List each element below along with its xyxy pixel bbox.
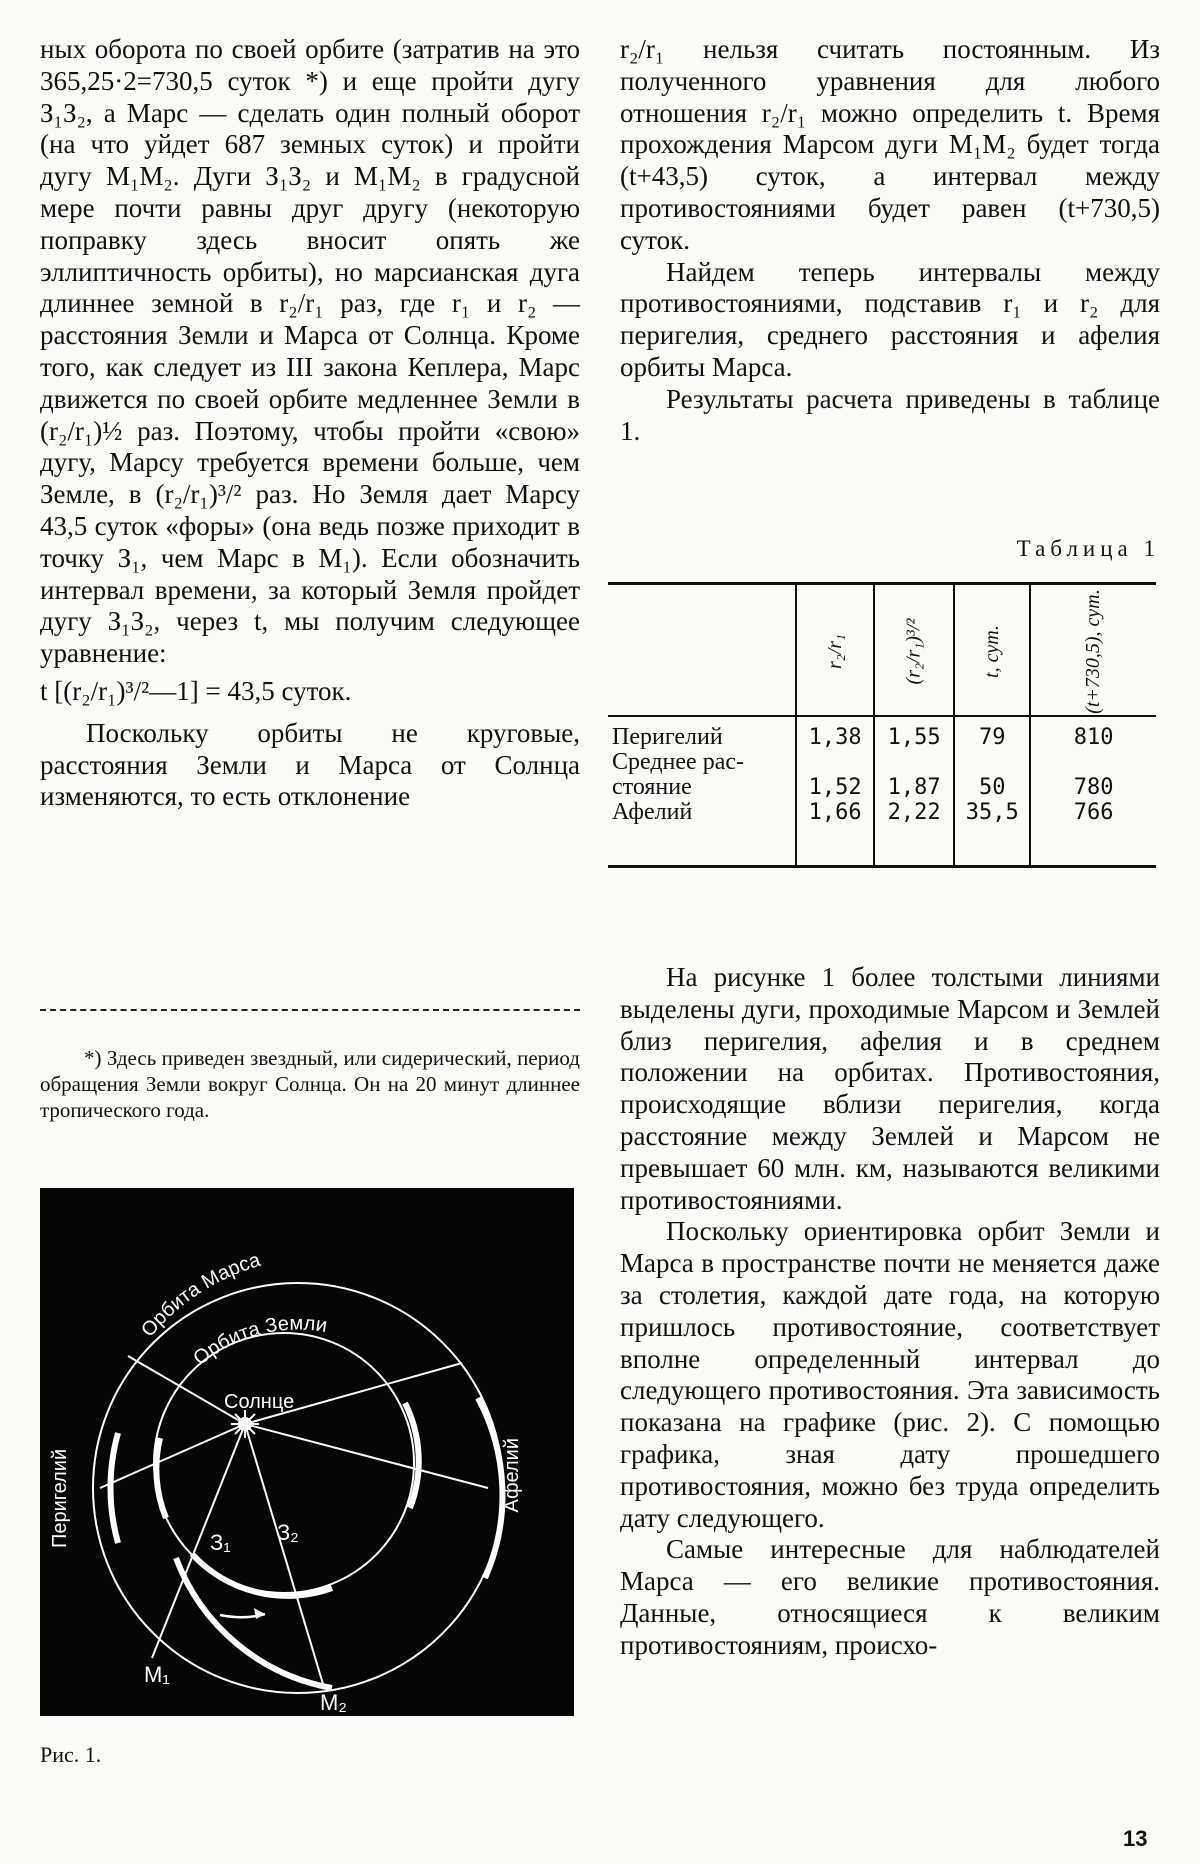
radial-line [245,1424,323,1684]
equation: t [(r₂/r₁)³/²—1] = 43,5 суток. [40,675,352,706]
label-z2: З₂ [277,1520,299,1545]
figure-orbits [40,1188,574,1716]
header-ratio: r₂/r₁ [823,633,846,669]
label-sun: Солнце [224,1391,295,1413]
right-paragraph-4: На рисунке 1 более толстыми линиями выделены дуги, проходимые Марсом и Землей близ перигелия, афелия и в среднем положении на орбитах. Противостояния, происходящие вблизи перигелия, когда расстояние между Землей и Марсом не превышает 60 млн. км, называются великими противостояниями. [620,962,1160,1215]
header-interval: (t+730,5), сут. [1082,588,1105,714]
right-column-bottom [620,962,1160,1662]
label-m1: M₁ [144,1662,170,1687]
label-mars-orbit: Орбита Марса [137,1248,264,1342]
right-paragraph-5: Поскольку ориентировка орбит Земли и Марса в пространстве почти не меняется даже за столетия, каждой дате года, на которую пришлось противостояние, соответствует вполне определенный интервал до следующего противостояния. Эта зависимость показана на графике (рис. 2). С помощью графика, зная дату прошедшего противостояния, можно без труда определить дату следующего. [620,1216,1160,1533]
page-number: 13 [1123,1826,1148,1851]
right-paragraph-1: r₂/r₁ нельзя считать постоянным. Из полученного уравнения для любого отношения r₂/r₁ можно определить t. Время прохождения Марсом дуги М₁М₂ будет тогда (t+43,5) суток, а интервал между противостояниями будет равен (t+730,5) суток. [620,34,1160,255]
footnote: *) Здесь приведен звездный, или сидерический, период обращения Земли вокруг Солнца. Он на 20 минут длиннее тропического года. [40,1046,580,1122]
left-column [40,34,580,813]
mars-orbit [93,1283,503,1693]
label-earth-orbit: Орбита Земли [189,1312,329,1370]
table-header-row [608,584,1156,717]
mars-aphelion-arc [478,1398,502,1578]
header-ratio-power: (r₂/r₁)³/² [902,618,925,684]
radial-line [245,1424,488,1488]
table-header [954,584,1030,717]
left-paragraph-2: Поскольку орбиты не круговые, расстояния Земли и Марса от Солнца изменяются, то есть отклонение [40,717,580,812]
figure-caption: Рис. 1. [40,1742,102,1767]
table-header [608,584,796,717]
table-caption: Таблица 1 [1016,536,1160,561]
radial-line [128,1356,245,1424]
orbit-diagram [40,1188,574,1716]
right-paragraph-3: Результаты расчета приведены в таблице 1. [620,383,1160,446]
table-col-ratio-power: 1,55 1,87 2,22 [874,716,954,867]
table-row-labels: Перигелий Среднее рас- стояние Афелий [612,724,744,825]
header-t: t, сут. [980,624,1003,678]
left-paragraph-1: ных оборота по своей орбите (затратив на это 365,25·2=730,5 суток *) и еще пройти дугу З₁З₂, а Марс — сделать один полный оборот (на что уйдет 687 земных суток) и пройти дугу М₁М₂. Дуги З₁З₂ и М₁М₂ в градусной мере почти равны друг другу (некоторую поправку здесь вносит опять же эллиптичность орбиты), но марсианская дуга длиннее земной в r₂/r₁ раз, где r₁ и r₂ — расстояния Земли и Марса от Солнца. Кроме того, как следует из III закона Кеплера, Марс движется по своей орбите медленнее Земли в (r₂/r₁)½ раз. Поэтому, чтобы пройти «свою» дугу, Марсу требуется времени больше, чем Земле, в (r₂/r₁)³/² раз. Но Земля дает Марсу 43,5 суток «форы» (она ведь позже приходит в точку З₁, чем Марс в М₁). Если обозначить интервал времени, за который Земля пройдет дугу З₁З₂, через t, мы получим следующее уравнение: [40,34,580,669]
earth-perihelion-arc [156,1438,166,1518]
right-column-top [620,34,1160,447]
table-header [874,584,954,717]
label-m2: M₂ [320,1690,347,1715]
table-row [608,716,1156,867]
table-header [796,584,874,717]
table-col-interval: 810 780 766 [1030,716,1156,867]
label-z1: З₁ [210,1530,231,1555]
mars-perihelion-arc [110,1433,118,1543]
footnote-divider [40,1009,580,1011]
table-col-ratio: 1,38 1,52 1,66 [796,716,874,867]
right-paragraph-6: Самые интересные для наблюдателей Марса — его великие противостояния. Данные, относящиеся к великим противостояниям, происхо- [620,1534,1160,1660]
table-header [1030,584,1156,717]
right-paragraph-2: Найдем теперь интервалы между противостояниями, подставив r₁ и r₂ для перигелия, среднего расстояния и афелия орбиты Марса. [620,256,1160,382]
sun-icon [231,1410,259,1438]
direction-arrow-icon [220,1608,265,1619]
label-perihelion: Перигелий [49,1448,71,1548]
label-aphelion: Афелий [501,1438,523,1513]
results-table [608,582,1156,868]
table-col-t: 79 50 35,5 [954,716,1030,867]
